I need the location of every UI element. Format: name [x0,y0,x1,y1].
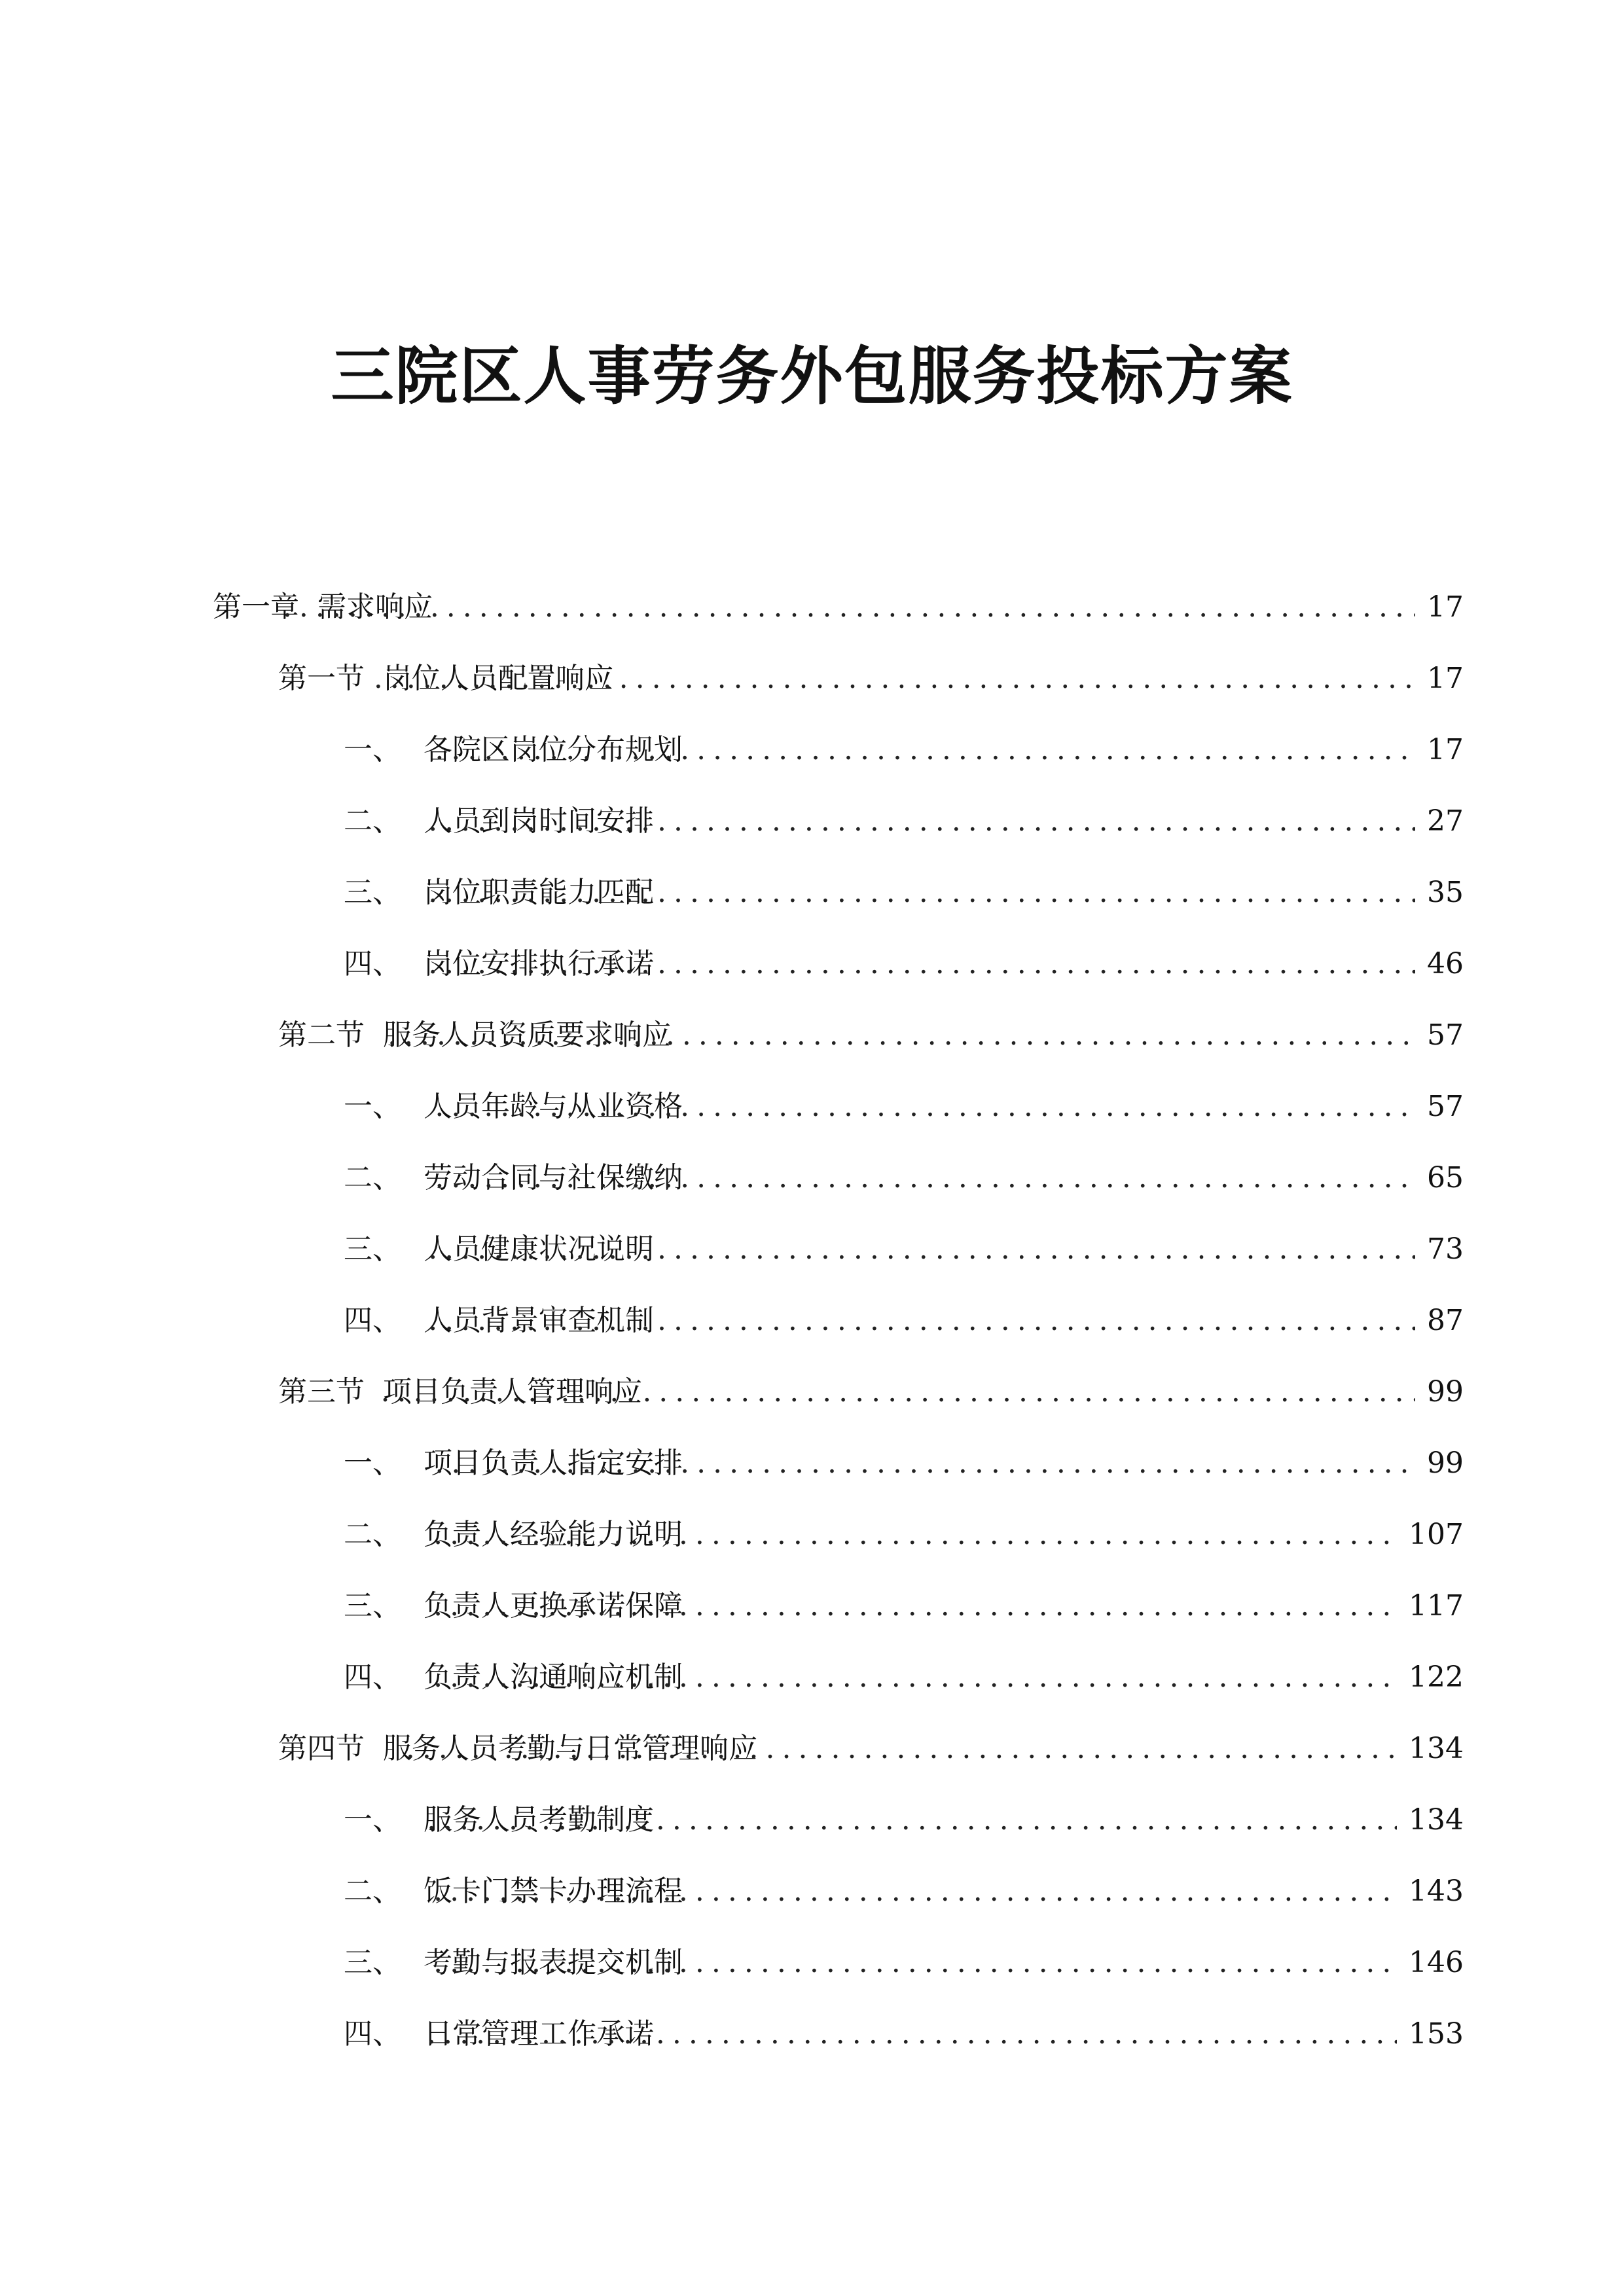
toc-entry-title: 人员健康状况说明 [424,1232,654,1266]
toc-dot-leader [435,1441,1415,1486]
toc-entry-number: 二、 [344,1874,401,1908]
toc-page-number: 65 [1427,1161,1464,1194]
toc-entry-title: 饭卡门禁卡办理流程 [424,1874,683,1908]
toc-entry-title: 各院区岗位分布规划 [424,733,683,766]
toc-entry-number: 第一节 [278,662,365,695]
toc-page-number: 46 [1427,947,1464,980]
toc-page-number: 87 [1427,1304,1464,1337]
toc-dot-leader [435,727,1415,773]
toc-entry-section-2[interactable] [278,1013,1464,1058]
toc-entry-title: 项目负责人管理响应 [383,1375,642,1408]
toc-entry-number: 一、 [344,1803,401,1837]
toc-entry-title: 需求响应 [317,590,433,624]
toc-entry-subsection[interactable] [344,1298,1464,1344]
toc-entry-number: 第四节 [278,1732,365,1765]
toc-entry-title: 服务人员资质要求响应 [383,1018,671,1052]
toc-entry-title: 人员年龄与从业资格 [424,1090,683,1123]
toc-dot-leader [283,584,1415,630]
toc-entry-subsection[interactable] [344,1441,1464,1486]
toc-entry-number: 三、 [344,876,401,909]
toc-dot-leader [433,1655,1397,1700]
toc-dot-leader [428,1227,1415,1272]
toc-entry-subsection[interactable] [344,1155,1464,1201]
toc-page-number: 17 [1427,590,1464,624]
toc-page-number: 17 [1427,662,1464,695]
toc-entry-subsection[interactable] [344,1940,1464,1986]
toc-page-number: 117 [1409,1589,1464,1623]
toc-entry-number: 第三节 [278,1375,365,1408]
toc-entry-section-1[interactable] [278,656,1464,702]
toc-dot-leader [388,1013,1415,1058]
toc-entry-title: 考勤与报表提交机制 [424,1946,683,1979]
toc-entry-number: 四、 [344,1660,401,1694]
toc-page-number: 35 [1427,876,1464,909]
toc-page-number: 17 [1427,733,1464,766]
toc-entry-number: 二、 [344,804,401,838]
toc-dot-leader [435,1084,1415,1130]
toc-entry-subsection[interactable] [344,1655,1464,1700]
toc-entry-section-3[interactable] [278,1369,1464,1415]
toc-entry-title: 负责人沟通响应机制 [424,1660,683,1694]
toc-page-number: 122 [1409,1660,1464,1694]
toc-entry-title: 负责人更换承诺保障 [424,1589,683,1623]
toc-entry-number: 三、 [344,1232,401,1266]
toc-dot-leader [435,1155,1415,1201]
toc-entry-number: 二、 [344,1161,401,1194]
toc-page-number: 57 [1427,1018,1464,1052]
toc-entry-subsection[interactable] [344,870,1464,916]
toc-dot-leader [427,2011,1397,2057]
toc-entry-chapter-1[interactable] [213,584,1464,630]
toc-entry-subsection[interactable] [344,1084,1464,1130]
toc-dot-leader [433,1512,1397,1558]
toc-entry-subsection[interactable] [344,1227,1464,1272]
toc-page-number: 146 [1409,1946,1464,1979]
toc-entry-subsection[interactable] [344,727,1464,773]
toc-entry-subsection[interactable] [344,1869,1464,1914]
toc-entry-title: 项目负责人指定安排 [424,1446,683,1480]
toc-page-number: 27 [1427,804,1464,838]
toc-dot-leader [433,1869,1397,1914]
toc-entry-subsection[interactable] [344,941,1464,987]
toc-dot-leader [427,1797,1397,1843]
toc-entry-number: 二、 [344,1518,401,1551]
toc-entry-title: 服务人员考勤与日常管理响应 [383,1732,757,1765]
toc-entry-subsection[interactable] [344,1797,1464,1843]
toc-entry-section-4[interactable] [278,1726,1464,1772]
toc-entry-title: 人员到岗时间安排 [424,804,654,838]
toc-page-number: 99 [1427,1375,1464,1408]
toc-entry-title: 岗位安排执行承诺 [424,947,654,980]
toc-entry-number: 一、 [344,1446,401,1480]
toc-entry-subsection[interactable] [344,798,1464,844]
toc-entry-number: 第二节 [278,1018,365,1052]
toc-page-number: 57 [1427,1090,1464,1123]
toc-entry-title: 岗位人员配置响应 [383,662,613,695]
document-title: 三院区人事劳务外包服务投标方案 [331,339,1293,413]
toc-dot-leader [428,1298,1415,1344]
toc-entry-title: 劳动合同与社保缴纳 [424,1161,683,1194]
toc-dot-leader [374,656,1415,702]
toc-dot-leader [428,798,1415,844]
toc-dot-leader [433,1940,1397,1986]
toc-page-number: 99 [1427,1446,1464,1480]
toc-entry-number: 三、 [344,1589,401,1623]
toc-entry-title: 日常管理工作承诺 [424,2017,654,2051]
toc-entry-number: 四、 [344,1304,401,1337]
toc-entry-number: 四、 [344,2017,401,2051]
toc-dot-leader [433,1583,1397,1629]
toc-entry-title: 人员背景审查机制 [424,1304,654,1337]
toc-page-number: 153 [1409,2017,1464,2051]
toc-entry-number: 三、 [344,1946,401,1979]
toc-entry-number: 一、 [344,1090,401,1123]
toc-entry-number: 四、 [344,947,401,980]
toc-entry-subsection[interactable] [344,1583,1464,1629]
toc-page-number: 73 [1427,1232,1464,1266]
toc-dot-leader [428,941,1415,987]
toc-dot-leader [381,1369,1415,1415]
toc-page-number: 107 [1409,1518,1464,1551]
toc-dot-leader [406,1726,1397,1772]
toc-entry-title: 服务人员考勤制度 [424,1803,654,1837]
toc-entry-subsection[interactable] [344,2011,1464,2057]
toc-entry-title: 岗位职责能力匹配 [424,876,654,909]
toc-entry-subsection[interactable] [344,1512,1464,1558]
toc-page-number: 143 [1409,1874,1464,1908]
toc-page-number: 134 [1409,1732,1464,1765]
toc-dot-leader [428,870,1415,916]
toc-entry-number: 一、 [344,733,401,766]
toc-page-number: 134 [1409,1803,1464,1837]
toc-entry-number: 第一章 [213,590,299,624]
toc-entry-title: 负责人经验能力说明 [424,1518,683,1551]
